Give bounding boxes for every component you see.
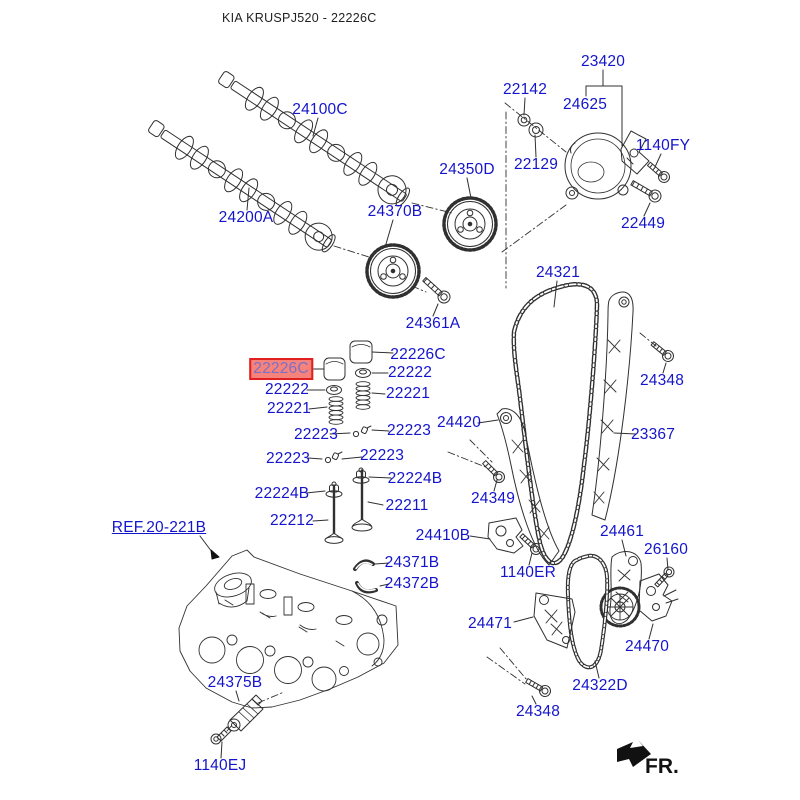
part-label-24420-14[interactable]: 24420 bbox=[436, 414, 482, 431]
part-label-24100c-0[interactable]: 24100C bbox=[292, 101, 348, 118]
fr-marker bbox=[612, 738, 702, 788]
part-label-22221-19[interactable]: 22221 bbox=[266, 400, 312, 417]
part-label-1140er-31[interactable]: 1140ER bbox=[499, 564, 557, 581]
part-label-24349-30[interactable]: 24349 bbox=[470, 490, 516, 507]
part-label-24461-32[interactable]: 24461 bbox=[599, 523, 645, 540]
part-label-24348-37[interactable]: 24348 bbox=[515, 703, 561, 720]
part-label-24321-11[interactable]: 24321 bbox=[535, 264, 581, 281]
part-label-22226c-16[interactable]: 22226C bbox=[390, 346, 446, 363]
part-label-22223-24[interactable]: 22223 bbox=[359, 447, 405, 464]
part-label-22449-10[interactable]: 22449 bbox=[620, 215, 666, 232]
fr-label: FR. bbox=[645, 755, 679, 778]
part-label-24350d-2[interactable]: 24350D bbox=[439, 161, 495, 178]
part-label-24361a-4[interactable]: 24361A bbox=[405, 315, 461, 332]
part-label-22129-8[interactable]: 22129 bbox=[513, 156, 559, 173]
part-label-24625-7[interactable]: 24625 bbox=[562, 96, 608, 113]
part-label-22224b-25[interactable]: 22224B bbox=[254, 485, 310, 502]
part-label-22211-28[interactable]: 22211 bbox=[385, 497, 429, 514]
page-title: KIA KRUSPJ520 - 22226C bbox=[222, 11, 377, 25]
part-label-24200a-1[interactable]: 24200A bbox=[218, 209, 274, 226]
part-label-22221-20[interactable]: 22221 bbox=[385, 385, 431, 402]
part-label-24371b-38[interactable]: 24371B bbox=[384, 554, 440, 571]
part-label-23367-13[interactable]: 23367 bbox=[630, 426, 676, 443]
part-label-24410b-29[interactable]: 24410B bbox=[415, 527, 471, 544]
part-label-24471-35[interactable]: 24471 bbox=[467, 615, 513, 632]
part-label-24348-12[interactable]: 24348 bbox=[639, 372, 685, 389]
part-label-23420-5[interactable]: 23420 bbox=[580, 53, 626, 70]
part-label-22222-18[interactable]: 22222 bbox=[387, 364, 433, 381]
part-label-26160-33[interactable]: 26160 bbox=[643, 541, 689, 558]
part-label-22212-27[interactable]: 22212 bbox=[269, 512, 315, 529]
part-label-1140fy-9[interactable]: 1140FY bbox=[635, 137, 691, 154]
part-label-1140ej-42[interactable]: 1140EJ bbox=[193, 757, 247, 774]
part-label-22142-6[interactable]: 22142 bbox=[502, 81, 548, 98]
part-label-ref-20-221b-40[interactable]: REF.20-221B bbox=[111, 519, 207, 536]
part-label-24370b-3[interactable]: 24370B bbox=[367, 203, 423, 220]
part-label-22223-23[interactable]: 22223 bbox=[265, 450, 311, 467]
part-label-24375b-41[interactable]: 24375B bbox=[207, 674, 263, 691]
part-label-22223-22[interactable]: 22223 bbox=[386, 422, 432, 439]
part-label-24372b-39[interactable]: 24372B bbox=[384, 575, 440, 592]
part-label-24470-34[interactable]: 24470 bbox=[624, 638, 670, 655]
part-label-22222-17[interactable]: 22222 bbox=[264, 381, 310, 398]
part-label-24322d-36[interactable]: 24322D bbox=[572, 677, 628, 694]
part-label-22226c-15[interactable]: 22226C bbox=[249, 358, 313, 380]
part-label-22223-21[interactable]: 22223 bbox=[293, 426, 339, 443]
part-label-22224b-26[interactable]: 22224B bbox=[387, 470, 443, 487]
